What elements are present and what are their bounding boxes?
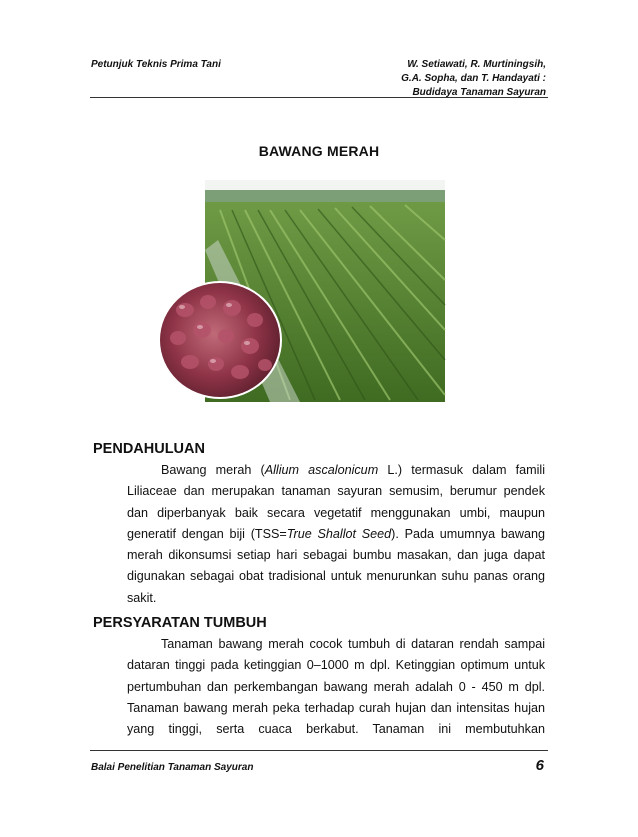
page-number: 6 xyxy=(535,757,544,774)
page-title: BAWANG MERAH xyxy=(258,143,380,159)
paragraph-line: dataran tinggi pada ketinggian 0–1000 m dpl. Ketinggian optimum untuk xyxy=(127,658,545,673)
footer-rule xyxy=(90,750,548,751)
running-header-right xyxy=(326,58,546,100)
paragraph-line: dan diperbanyak baik secara vegetatif menggunakan umbi, maupun xyxy=(127,505,545,520)
paragraph-line: Tanaman bawang merah cocok tumbuh di dataran rendah sampai xyxy=(161,637,545,651)
paragraph-line: merah dikonsumsi setiap hari sebagai bumbu masakan, dan juga dapat xyxy=(127,548,545,563)
paragraph-line: Bawang merah (Allium ascalonicum L.) termasuk dalam famili xyxy=(161,463,546,477)
paragraph-line: sakit. xyxy=(127,590,157,605)
paragraph-line: Tanaman bawang merah peka terhadap curah hujan dan intensitas hujan xyxy=(127,700,545,715)
running-header-left: Petunjuk Teknis Prima Tani xyxy=(91,59,221,70)
header-author-line: Budidaya Tanaman Sayuran xyxy=(412,87,546,98)
paragraph-line: pertumbuhan dan perkembangan bawang merah adalah 0 - 450 m dpl. xyxy=(127,679,545,694)
header-rule xyxy=(90,97,548,98)
shallot-field-photo xyxy=(160,180,460,420)
paragraph-line: yang tinggi, serta cuaca berkabut. Tanaman ini membutuhkan xyxy=(127,722,545,737)
paragraph-line: digunakan sebagai obat tradisional untuk menurunkan suhu panas orang xyxy=(127,569,545,584)
intro-paragraph xyxy=(93,460,545,609)
section-heading: PERSYARATAN TUMBUH xyxy=(93,615,267,631)
paragraph-line: Liliaceae dan merupakan tanaman sayuran semusim, berumur pendek xyxy=(127,484,545,499)
header-author-line: W. Setiawati, R. Murtiningsih, xyxy=(407,59,546,70)
footer-institution: Balai Penelitian Tanaman Sayuran xyxy=(91,762,254,773)
paragraph-line: generatif dengan biji (TSS=True Shallot Seed). Pada umumnya bawang xyxy=(127,526,545,541)
header-author-line: G.A. Sopha, dan T. Handayati : xyxy=(401,73,546,84)
section-heading: PENDAHULUAN xyxy=(93,441,205,457)
growth-paragraph xyxy=(93,634,545,740)
